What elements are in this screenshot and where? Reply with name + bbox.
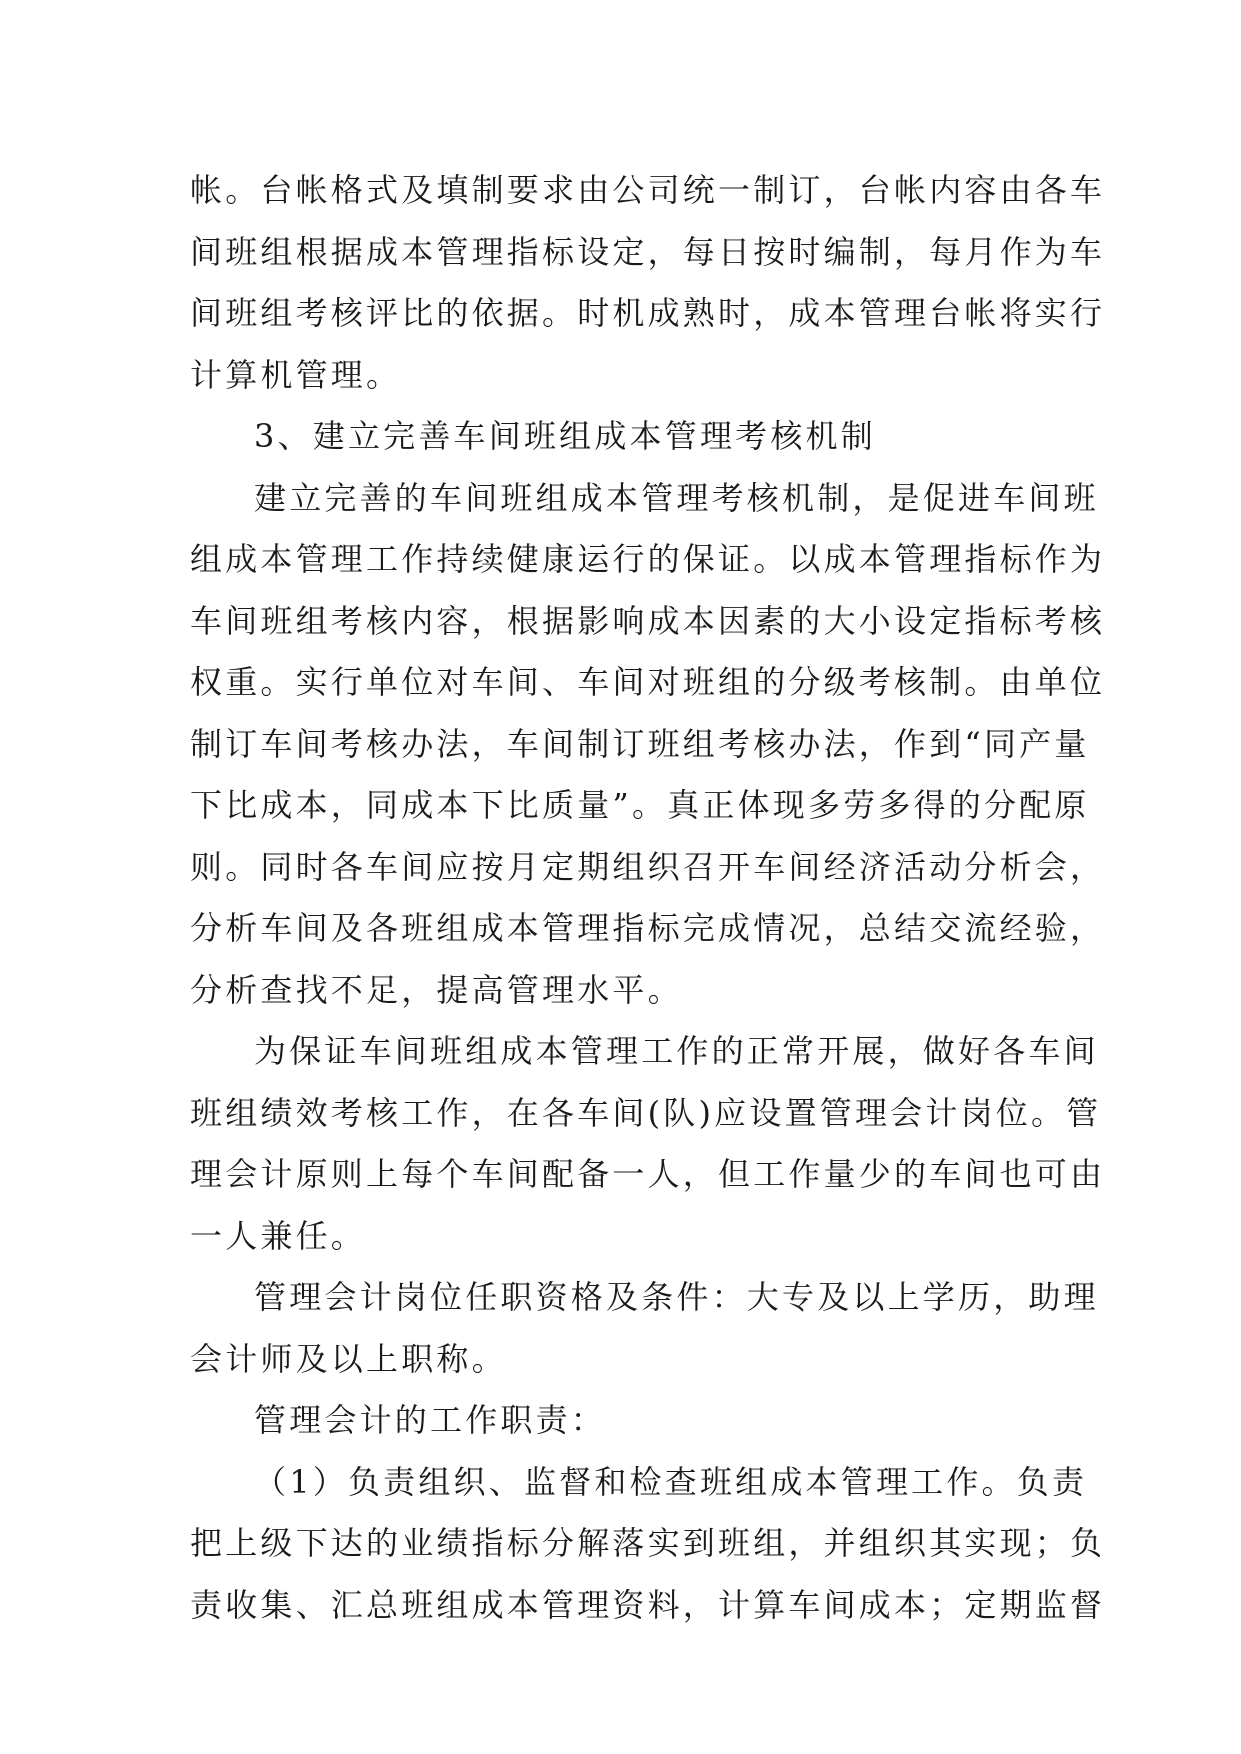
text-line: 分析车间及各班组成本管理指标完成情况，总结交流经验， bbox=[190, 909, 1106, 947]
text-line: 管理会计岗位任职资格及条件：大专及以上学历，助理 bbox=[254, 1278, 1099, 1316]
text-line: 车间班组考核内容，根据影响成本因素的大小设定指标考核 bbox=[190, 601, 1106, 640]
text-line: 班组绩效考核工作，在各车间(队)应设置管理会计岗位。管 bbox=[190, 1093, 1102, 1132]
text-line: 管理会计的工作职责： bbox=[254, 1401, 607, 1439]
text-line: 为保证车间班组成本管理工作的正常开展，做好各车间 bbox=[254, 1032, 1099, 1070]
text-line: 帐。台帐格式及填制要求由公司统一制订，台帐内容由各车 bbox=[190, 171, 1106, 209]
text-line: 理会计原则上每个车间配备一人，但工作量少的车间也可由 bbox=[190, 1155, 1106, 1193]
text-line: 分析查找不足，提高管理水平。 bbox=[190, 970, 683, 1009]
text-line: 建立完善的车间班组成本管理考核机制，是促进车间班 bbox=[254, 478, 1099, 517]
text-line: 间班组根据成本管理指标设定，每日按时编制，每月作为车 bbox=[190, 232, 1106, 271]
text-line: 权重。实行单位对车间、车间对班组的分级考核制。由单位 bbox=[190, 663, 1106, 701]
text-line: 会计师及以上职称。 bbox=[190, 1339, 507, 1378]
text-line: 计算机管理。 bbox=[190, 355, 402, 394]
text-line: （1）负责组织、监督和检查班组成本管理工作。负责 bbox=[254, 1462, 1088, 1501]
text-line: 把上级下达的业绩指标分解落实到班组，并组织其实现；负 bbox=[190, 1524, 1106, 1562]
text-line: 间班组考核评比的依据。时机成熟时，成本管理台帐将实行 bbox=[190, 294, 1106, 332]
text-line: 制订车间考核办法，车间制订班组考核办法，作到“同产量 bbox=[190, 724, 1090, 763]
text-line: 下比成本，同成本下比质量”。真正体现多劳多得的分配原 bbox=[190, 786, 1090, 824]
text-line: 组成本管理工作持续健康运行的保证。以成本管理指标作为 bbox=[190, 540, 1106, 578]
document-body bbox=[190, 160, 1106, 1636]
text-line: 责收集、汇总班组成本管理资料，计算车间成本；定期监督 bbox=[190, 1585, 1106, 1624]
text-line: 3、建立完善车间班组成本管理考核机制 bbox=[254, 417, 876, 455]
text-line: 则。同时各车间应按月定期组织召开车间经济活动分析会， bbox=[190, 847, 1106, 886]
text-line: 一人兼任。 bbox=[190, 1216, 367, 1255]
